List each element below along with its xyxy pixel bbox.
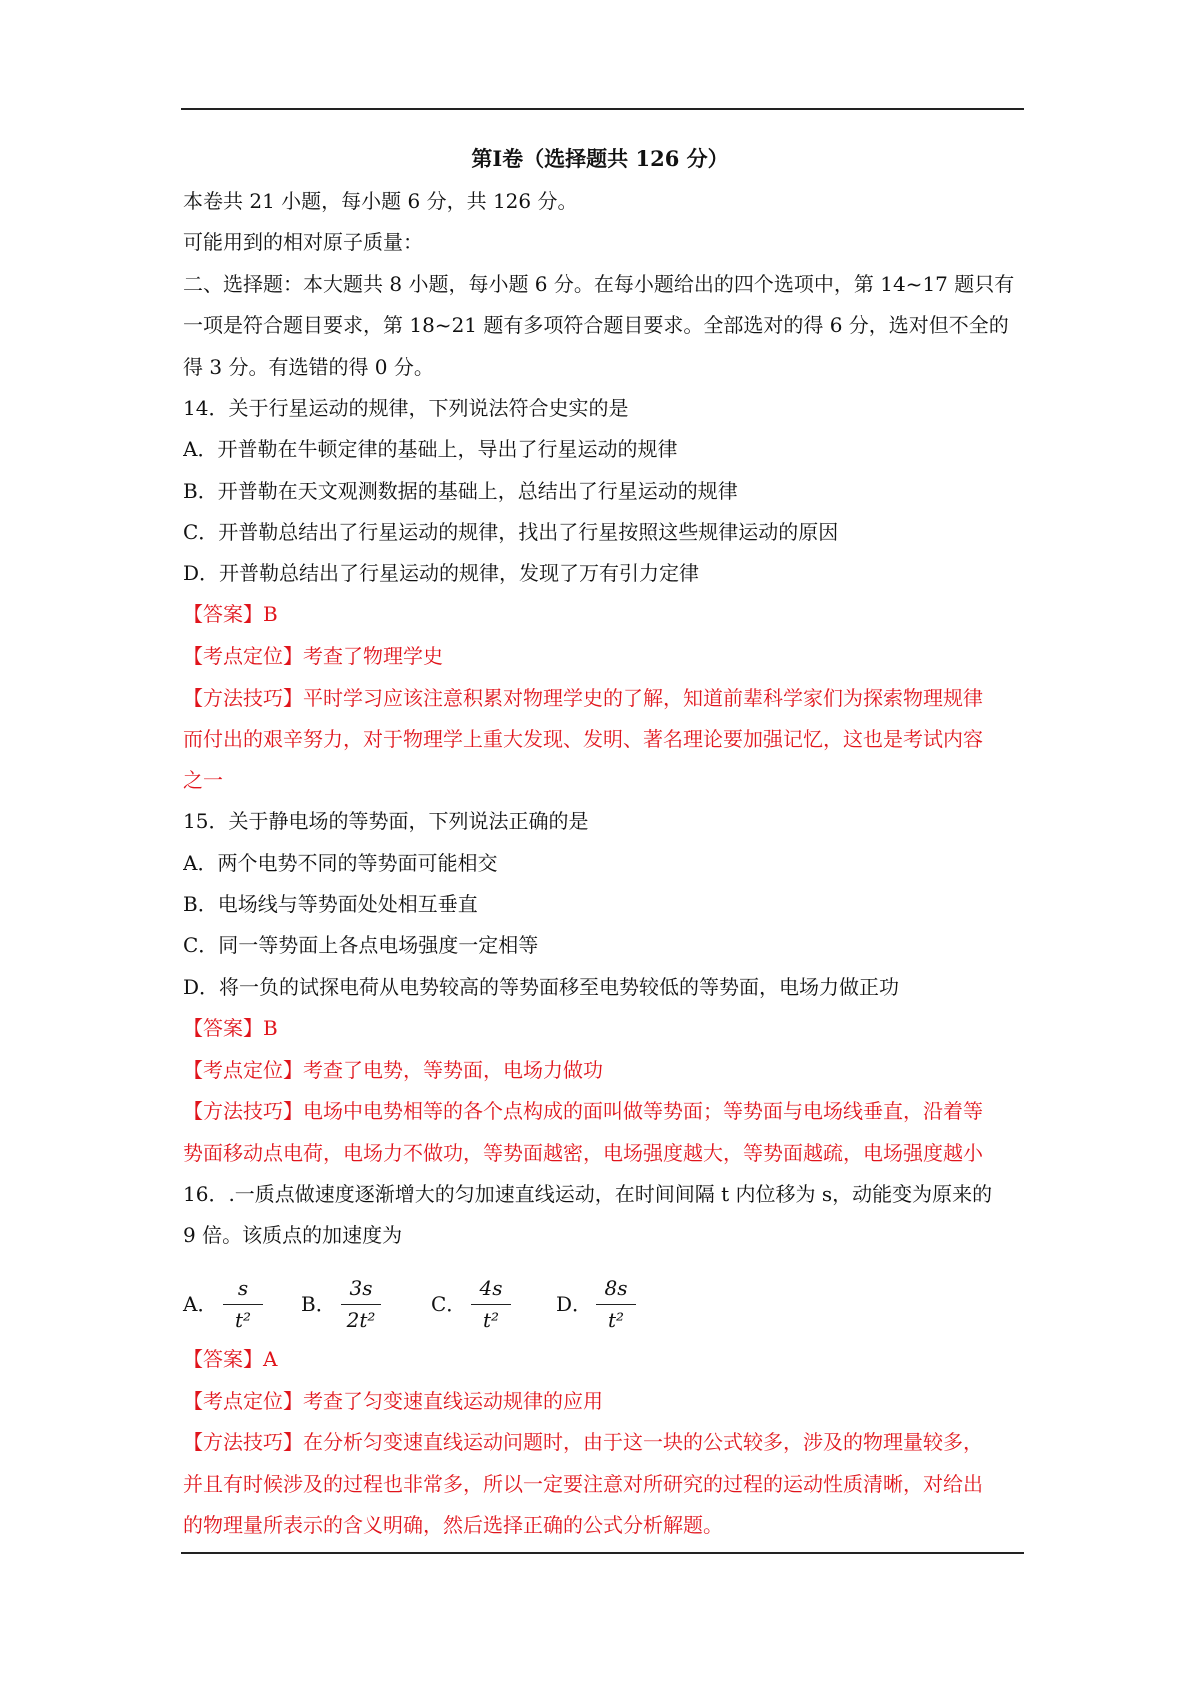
question-15-method: 势面移动点电荷，电场力不做功，等势面越密，电场强度越大，等势面越疏，电场强度越小 xyxy=(183,1141,983,1165)
fraction-denominator: 2t² xyxy=(346,1308,376,1332)
section-title: 第Ⅰ卷（选择题共 126 分） xyxy=(471,147,729,171)
question-14-option-c: C．开普勒总结出了行星运动的规律，找出了行星按照这些规律运动的原因 xyxy=(183,520,839,544)
fraction-denominator: t² xyxy=(607,1308,625,1332)
fraction-numerator: 3s xyxy=(349,1276,373,1300)
question-14-answer: 【答案】B xyxy=(183,602,278,626)
question-14-stem: 14．关于行星运动的规律，下列说法符合史实的是 xyxy=(183,396,629,420)
fraction-denominator: t² xyxy=(234,1308,252,1332)
part-two-instructions: 二、选择题：本大题共 8 小题，每小题 6 分。在每小题给出的四个选项中，第 14~17 题只有 xyxy=(183,272,1015,296)
intro-line: 本卷共 21 小题，每小题 6 分，共 126 分。 xyxy=(183,189,578,213)
option-label: B． xyxy=(301,1292,336,1316)
fraction-bar xyxy=(223,1304,263,1305)
question-16-method: 的物理量所表示的含义明确，然后选择正确的公式分析解题。 xyxy=(183,1513,723,1537)
question-16-stem: 16．.一质点做速度逐渐增大的匀加速直线运动，在时间间隔 t 内位移为 s，动能变为原来的 xyxy=(183,1182,993,1206)
intro-line: 可能用到的相对原子质量： xyxy=(183,230,423,254)
question-14-option-d: D．开普勒总结出了行星运动的规律，发现了万有引力定律 xyxy=(183,561,700,585)
question-15-option-a: A．两个电势不同的等势面可能相交 xyxy=(183,851,498,875)
question-14-method: 而付出的艰辛努力，对于物理学上重大发现、发明、著名理论要加强记忆，这也是考试内容 xyxy=(183,727,983,751)
question-14-method: 之一 xyxy=(183,768,223,792)
part-two-instructions: 一项是符合题目要求，第 18~21 题有多项符合题目要求。全部选对的得 6 分，选对但不全的 xyxy=(183,313,1009,337)
question-16-fraction-options xyxy=(183,1272,1025,1336)
question-14-option-a: A．开普勒在牛顿定律的基础上，导出了行星运动的规律 xyxy=(183,437,678,461)
question-14-kaodian: 【考点定位】考查了物理学史 xyxy=(183,644,443,668)
question-15-option-c: C．同一等势面上各点电场强度一定相等 xyxy=(183,933,539,957)
fraction-bar xyxy=(596,1304,636,1305)
question-15-option-b: B．电场线与等势面处处相互垂直 xyxy=(183,892,478,916)
question-14-option-b: B．开普勒在天文观测数据的基础上，总结出了行星运动的规律 xyxy=(183,479,738,503)
question-15-method: 【方法技巧】电场中电势相等的各个点构成的面叫做等势面；等势面与电场线垂直，沿着等 xyxy=(183,1099,983,1123)
question-14-method: 【方法技巧】平时学习应该注意积累对物理学史的了解，知道前辈科学家们为探索物理规律 xyxy=(183,686,983,710)
fraction-bar xyxy=(341,1304,381,1305)
question-15-stem: 15．关于静电场的等势面，下列说法正确的是 xyxy=(183,809,589,833)
question-16-stem: 9 倍。该质点的加速度为 xyxy=(183,1223,403,1247)
question-16-method: 【方法技巧】在分析匀变速直线运动问题时，由于这一块的公式较多，涉及的物理量较多， xyxy=(183,1430,983,1454)
fraction-numerator: 4s xyxy=(479,1276,503,1300)
question-15-option-d: D．将一负的试探电荷从电势较高的等势面移至电势较低的等势面，电场力做正功 xyxy=(183,975,900,999)
fraction-numerator: 8s xyxy=(604,1276,628,1300)
top-rule xyxy=(181,108,1024,110)
part-two-instructions: 得 3 分。有选错的得 0 分。 xyxy=(183,355,434,379)
question-16-method: 并且有时候涉及的过程也非常多，所以一定要注意对所研究的过程的运动性质清晰，对给出 xyxy=(183,1472,983,1496)
option-label: C． xyxy=(431,1292,467,1316)
question-15-kaodian: 【考点定位】考查了电势，等势面，电场力做功 xyxy=(183,1058,603,1082)
fraction-denominator: t² xyxy=(482,1308,500,1332)
option-label: D． xyxy=(556,1292,593,1316)
bottom-rule xyxy=(181,1552,1024,1554)
fraction-numerator: s xyxy=(237,1276,249,1300)
question-16-answer: 【答案】A xyxy=(183,1347,278,1371)
option-label: A． xyxy=(183,1292,218,1316)
fraction-bar xyxy=(471,1304,511,1305)
question-16-kaodian: 【考点定位】考查了匀变速直线运动规律的应用 xyxy=(183,1389,603,1413)
question-15-answer: 【答案】B xyxy=(183,1016,278,1040)
